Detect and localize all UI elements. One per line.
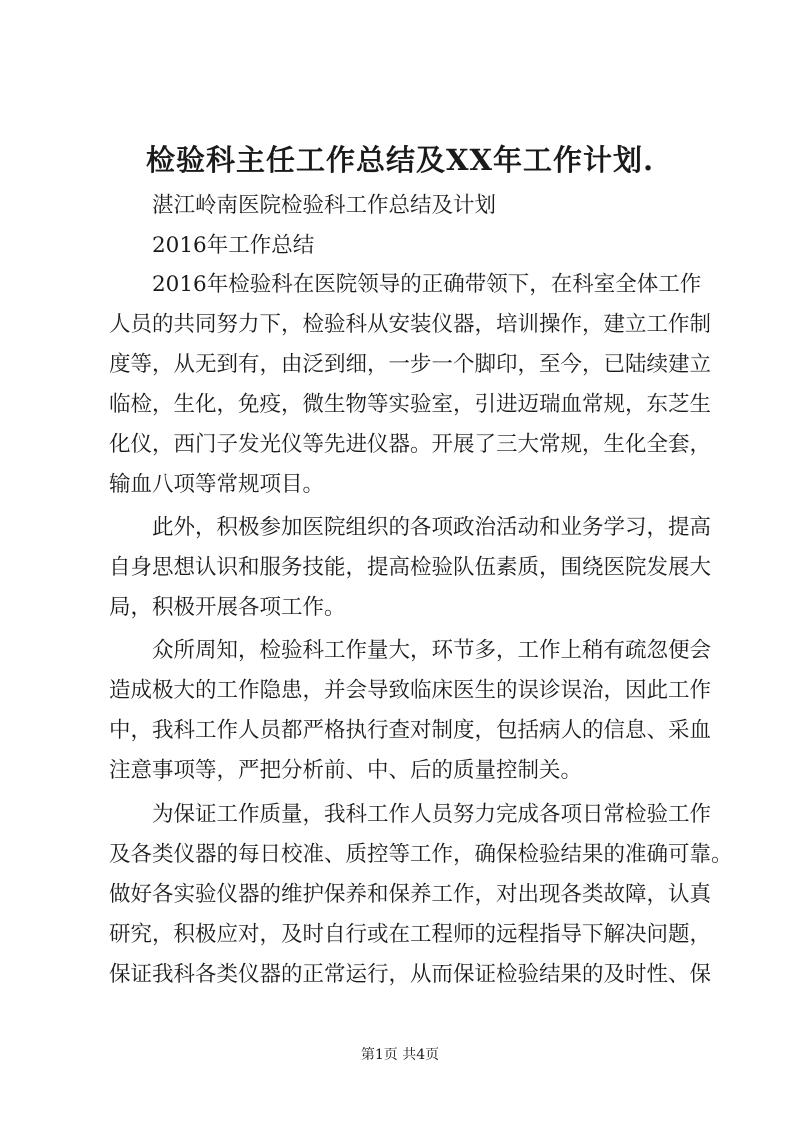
subtitle-line: 湛江岭南医院检验科工作总结及计划 (109, 193, 497, 218)
paragraph-line: 及各类仪器的每日校准、质控等工作，确保检验结果的准确可靠。 (109, 842, 733, 867)
paragraph-line: 输血八项等常规项目。 (109, 472, 325, 497)
paragraph-line: 众所周知，检验科工作量大，环节多，工作上稍有疏忽便会 (109, 638, 712, 663)
paragraph-line: 做好各实验仪器的维护保养和保养工作，对出现各类故障，认真 (109, 882, 712, 907)
paragraph-line: 造成极大的工作隐患，并会导致临床医生的误诊误治，因此工作 (109, 678, 712, 703)
paragraph-line: 局，积极开展各项工作。 (109, 595, 346, 620)
paragraph-line: 自身思想认识和服务技能，提高检验队伍素质，围绕医院发展大 (109, 555, 712, 580)
paragraph-line: 保证我科各类仪器的正常运行，从而保证检验结果的及时性、保 (109, 962, 712, 987)
paragraph-line: 研究，积极应对，及时自行或在工程师的远程指导下解决问题， (109, 922, 712, 947)
paragraph-line: 人员的共同努力下，检验科从安装仪器，培训操作，建立工作制 (109, 312, 712, 337)
paragraph-line: 化仪，西门子发光仪等先进仪器。开展了三大常规，生化全套， (109, 432, 712, 457)
paragraph-line: 此外，积极参加医院组织的各项政治活动和业务学习，提高 (109, 515, 712, 540)
paragraph-line: 2016年检验科在医院领导的正确带领下，在科室全体工作 (109, 272, 702, 297)
paragraph-line: 注意事项等，严把分析前、中、后的质量控制关。 (109, 758, 583, 783)
paragraph-line: 临检，生化，免疫，微生物等实验室，引进迈瑞血常规，东芝生 (109, 392, 712, 417)
paragraph-line: 中，我科工作人员都严格执行查对制度，包括病人的信息、采血 (109, 718, 712, 743)
page-footer: 第1页 共4页 (360, 1047, 440, 1063)
section-heading: 2016年工作总结 (109, 233, 315, 258)
paragraph-line: 度等，从无到有，由泛到细，一步一个脚印，至今，已陆续建立 (109, 352, 712, 377)
document-title: 检验科主任工作总结及XX年工作计划. (145, 143, 655, 177)
paragraph-line: 为保证工作质量，我科工作人员努力完成各项日常检验工作 (109, 802, 712, 827)
